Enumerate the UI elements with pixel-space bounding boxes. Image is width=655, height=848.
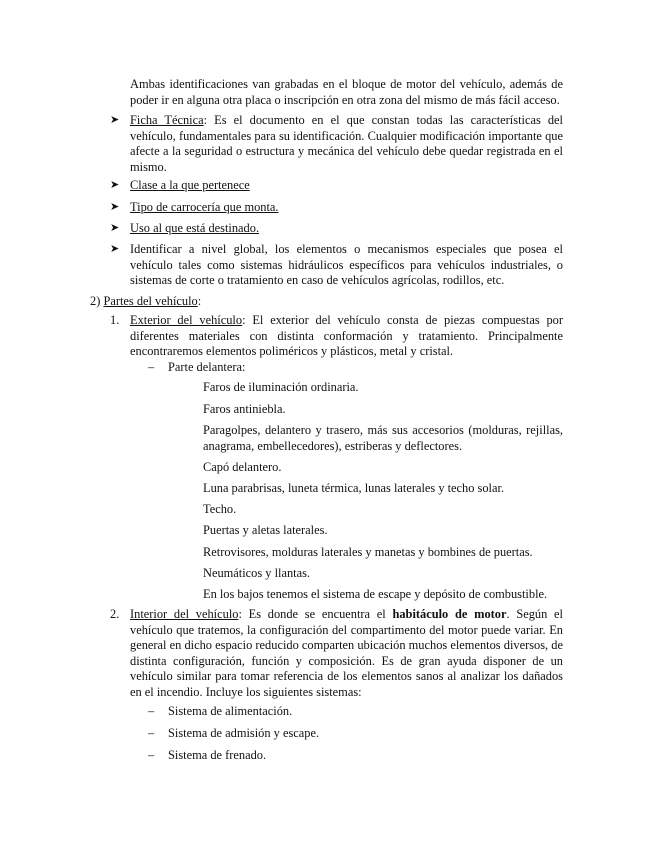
arrow-bullet-icon: ➤ [110, 243, 120, 255]
bullet-label: Clase a la que pertenece [130, 178, 250, 192]
item-interior [130, 607, 563, 701]
bullet-label: Tipo de carrocería que monta. [130, 200, 279, 214]
system-item: Sistema de frenado. [168, 748, 267, 762]
part-item: Luna parabrisas, luneta térmica, lunas laterales y techo solar. [203, 481, 505, 495]
dash-bullet: – [148, 360, 155, 374]
bullet-carroceria [130, 200, 563, 216]
part-item: Faros de iluminación ordinaria. [203, 380, 359, 394]
bullet-uso [130, 221, 563, 237]
part-item: Techo. [203, 502, 237, 516]
arrow-bullet-icon: ➤ [110, 222, 120, 234]
arrow-bullet-icon: ➤ [110, 114, 120, 126]
item-label: Exterior del vehículo [130, 313, 243, 327]
bullet-ficha-tecnica [130, 113, 563, 175]
section-number: 2) [90, 294, 101, 308]
arrow-bullet-icon: ➤ [110, 179, 120, 191]
part-item: En los bajos tenemos el sistema de escape y depósito de combustible. [203, 587, 548, 601]
item-number: 1. [110, 313, 120, 327]
item-text-a: : Es donde se encuentra el [238, 607, 393, 621]
item-bold-term: habitáculo de motor [392, 607, 507, 621]
part-item: Retrovisores, molduras laterales y manetas y bombines de puertas. [203, 545, 533, 559]
arrow-bullet-icon: ➤ [110, 201, 120, 213]
part-item: Paragolpes, delantero y trasero, más sus accesorios (molduras, rejillas, anagrama, embellecedores), estriberas y deflectores. [203, 423, 563, 453]
part-item: Neumáticos y llantas. [203, 566, 311, 580]
part-item: Faros antiniebla. [203, 402, 286, 416]
bullet-label: Ficha Técnica [130, 113, 204, 127]
dash-bullet: – [148, 726, 155, 740]
item-label: Interior del vehículo [130, 607, 239, 621]
system-item: Sistema de alimentación. [168, 704, 293, 718]
item-number: 2. [110, 607, 120, 621]
dash-bullet: – [148, 704, 155, 718]
bullet-clase [130, 178, 563, 194]
part-item: Puertas y aletas laterales. [203, 523, 328, 537]
system-item: Sistema de admisión y escape. [168, 726, 320, 740]
bullet-identificar: Identificar a nivel global, los elementos o mecanismos especiales que posea el vehículo tales como sistemas hidráulicos específicos para vehículos industriales, o sistemas de corte o tratamiento en caso de vehículos agrícolas, rodillos, etc. [130, 242, 563, 288]
intro-paragraph: Ambas identificaciones van grabadas en el bloque de motor del vehículo, además de poder ir en alguna otra placa o inscripción en otra zona del mismo de más fácil acceso. [130, 77, 563, 107]
section-2-heading [90, 294, 563, 310]
bullet-label: Uso al que está destinado. [130, 221, 260, 235]
item-exterior [130, 313, 563, 360]
bullet-text: : Es el documento en el que constan todas las características del vehículo, fundamentales para su identificación. Cualquier modificación importante que afecte a la seguridad o estructura y mecánica del vehículo debe quedar registrada en el mismo. [130, 113, 563, 174]
item-text-b: . Según el vehículo que tratemos, la configuración del compartimento del motor puede variar. En general en dicho espacio reducido comparten ubicación muchos elementos diversos, de distinta configuración, función y composición. Es de gran ayuda disponer de un vehículo similar para tomar referencia de los elementos sanos al analizar los dañados en el incendio. Incluye los siguientes sistemas: [130, 607, 563, 699]
dash-bullet: – [148, 748, 155, 762]
part-item: Capó delantero. [203, 460, 282, 474]
section-title: Partes del vehículo [103, 294, 198, 308]
sub-heading-parte-delantera: Parte delantera: [168, 360, 246, 374]
item-text: : El exterior del vehículo consta de piezas compuestas por diferentes materiales con distinta conformación y tratamiento. Principalmente encontraremos elementos poliméricos y plásticos, metal y cristal. [130, 313, 563, 359]
section-colon: : [197, 294, 202, 308]
